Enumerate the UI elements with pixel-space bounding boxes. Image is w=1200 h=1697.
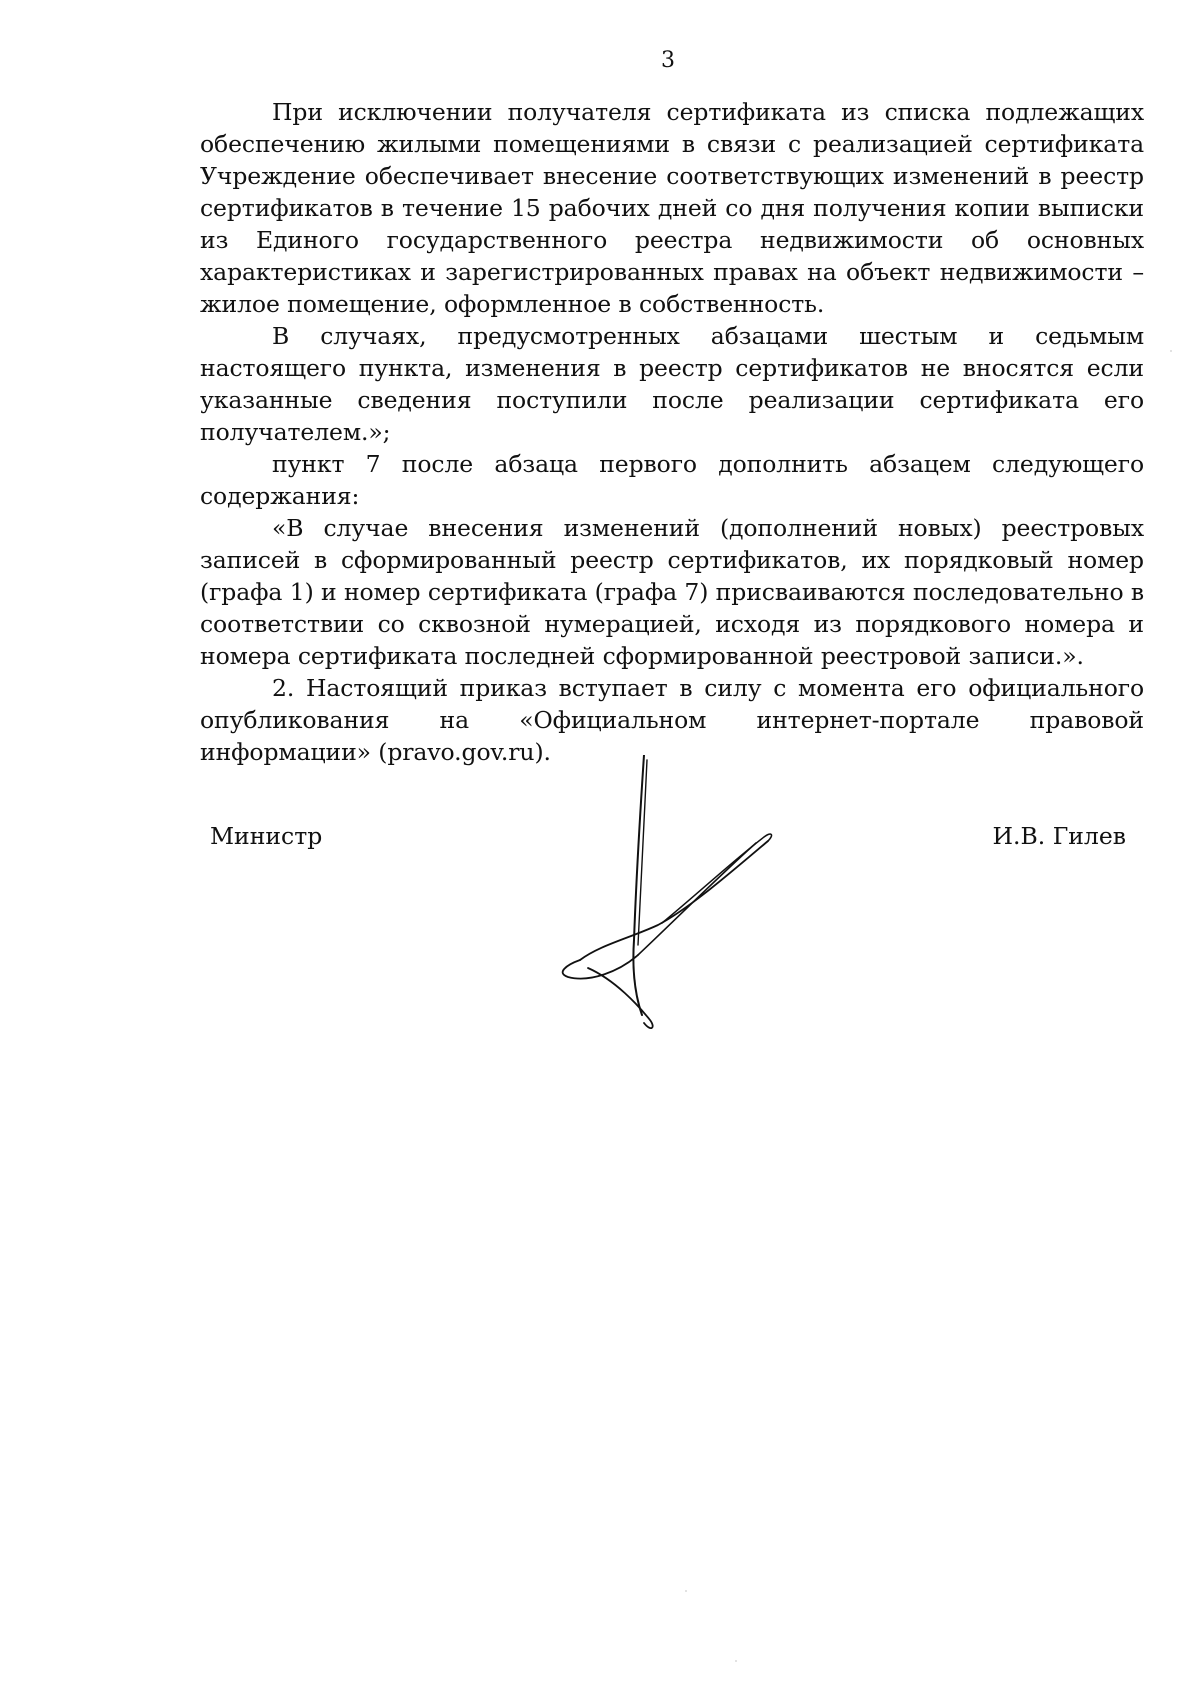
signature-icon — [560, 755, 800, 1040]
paragraph-numbering-rule: «В случае внесения изменений (дополнений новых) реестровых записей в сформированный реестр сертификатов, их порядковый номер (графа 1) и номер сертификата (графа 7) присваиваются последовательно в соответствии со сквозной нумерацией, исходя из порядкового номера и номера сертификата последней сформированной реестровой записи.». — [200, 514, 1144, 670]
page-number: 3 — [661, 48, 675, 73]
paragraph-changes-not-made: В случаях, предусмотренных абзацами шестым и седьмым настоящего пункта, изменения в реестр сертификатов не вносятся если указанные сведения поступили после реализации сертификата его получателем.»; — [200, 322, 1144, 446]
scan-artifact-dot — [1170, 350, 1172, 352]
paragraph-exclusion-rule: При исключении получателя сертификата из списка подлежащих обеспечению жилыми помещениями в связи с реализацией сертификата Учреждение обеспечивает внесение соответствующих изменений в реестр сертификатов в течение 15 рабочих дней со дня получения копии выписки из Единого государственного реестра недвижимости об основных характеристиках и зарегистрированных правах на объект недвижимости – жилое помещение, оформленное в собственность. — [200, 98, 1144, 318]
signer-name: И.В. Гилев — [992, 822, 1126, 850]
scan-artifact-dot — [685, 1590, 687, 1592]
paragraph-effective-date: 2. Настоящий приказ вступает в силу с момента его официального опубликования на «Официальном интернет-портале правовой информации» (pravo.gov.ru). — [200, 674, 1144, 766]
scan-artifact-dot — [735, 1660, 737, 1662]
signer-position: Министр — [210, 822, 323, 850]
document-body — [200, 96, 1144, 768]
paragraph-item-7-amendment: пункт 7 после абзаца первого дополнить абзацем следующего содержания: — [200, 450, 1144, 510]
